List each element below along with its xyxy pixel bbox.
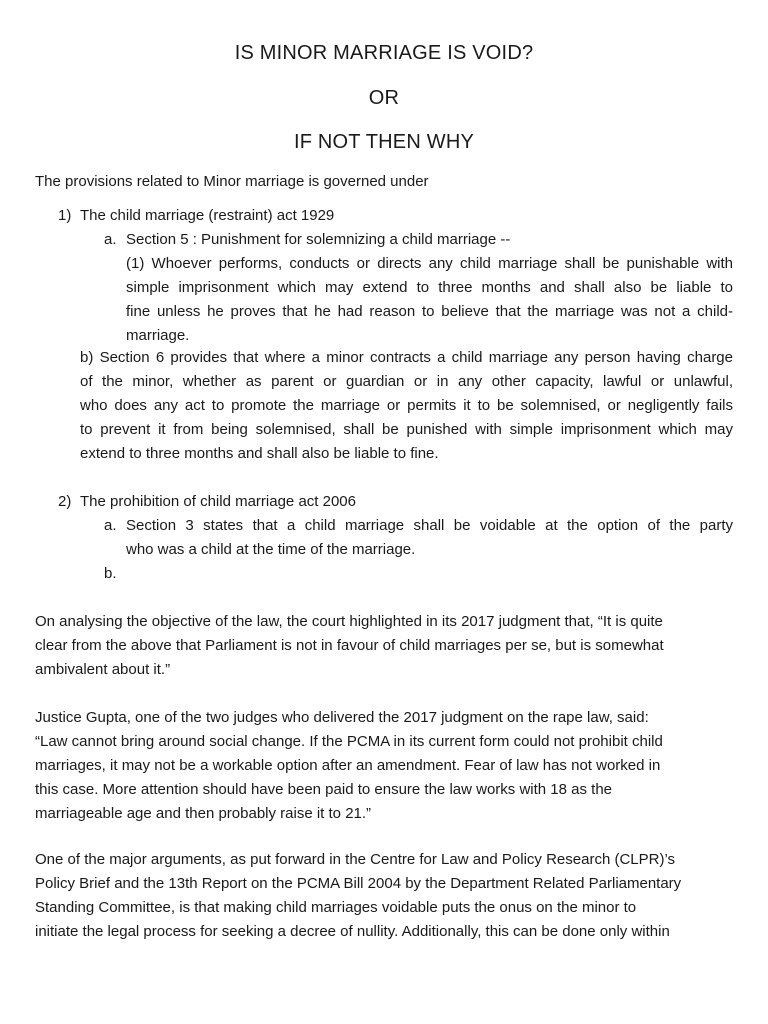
sublist-marker-2a: a. — [104, 517, 117, 534]
text-line: simple imprisonment which may extend to three months and shall also be liable to — [126, 279, 733, 296]
objective-paragraph — [35, 610, 735, 682]
text-line: ambivalent about it.” — [35, 661, 171, 678]
text-line: “Law cannot bring around social change. If the PCMA in its current form could not prohibit child — [35, 733, 663, 750]
section-3-text — [126, 514, 733, 562]
sublist-marker-1a: a. — [104, 231, 117, 248]
list-heading-1: The child marriage (restraint) act 1929 — [80, 207, 335, 224]
sublist-marker-2b: b. — [104, 565, 117, 582]
text-line: of the minor, whether as parent or guardian or in any other capacity, lawful or unlawful, — [80, 373, 733, 390]
text-line: to prevent it from being solemnised, shall be punished with simple imprisonment which may — [80, 421, 733, 438]
document-title-line-3: IF NOT THEN WHY — [293, 131, 475, 153]
text-line: extend to three months and shall also be liable to fine. — [80, 445, 439, 462]
text-line: b) Section 6 provides that where a minor contracts a child marriage any person having charge — [80, 349, 733, 366]
sublist-heading-1a: Section 5 : Punishment for solemnizing a child marriage -- — [126, 231, 511, 248]
document-title-line-1: IS MINOR MARRIAGE IS VOID? — [234, 42, 534, 64]
text-line: marriageable age and then probably raise it to 21.” — [35, 805, 372, 822]
list-number-1: 1) — [58, 207, 72, 224]
text-line: marriages, it may not be a workable option after an amendment. Fear of law has not worked in — [35, 757, 661, 774]
text-line: On analysing the objective of the law, the court highlighted in its 2017 judgment that, “It is quite — [35, 613, 663, 630]
text-line: this case. More attention should have been paid to ensure the law works with 18 as the — [35, 781, 613, 798]
text-line: clear from the above that Parliament is not in favour of child marriages per se, but is somewhat — [35, 637, 664, 654]
text-line: (1) Whoever performs, conducts or directs any child marriage shall be punishable with — [126, 255, 733, 272]
list-number-2: 2) — [58, 493, 72, 510]
text-line: fine unless he proves that he had reason to believe that the marriage was not a child- — [126, 303, 733, 320]
list-heading-2: The prohibition of child marriage act 2006 — [80, 493, 356, 510]
intro-paragraph: The provisions related to Minor marriage is governed under — [35, 173, 429, 190]
text-line: Standing Committee, is that making child marriages voidable puts the onus on the minor to — [35, 899, 637, 916]
document-title-line-2: OR — [368, 87, 400, 109]
section-6-text — [80, 346, 733, 466]
text-line: Justice Gupta, one of the two judges who delivered the 2017 judgment on the rape law, said: — [35, 709, 649, 726]
justice-gupta-paragraph — [35, 706, 735, 826]
major-arguments-paragraph — [35, 848, 735, 944]
text-line: One of the major arguments, as put forward in the Centre for Law and Policy Research (CLPR)’s — [35, 851, 676, 868]
text-line: Policy Brief and the 13th Report on the PCMA Bill 2004 by the Department Related Parliamentary — [35, 875, 682, 892]
text-line: marriage. — [126, 327, 190, 344]
text-line: initiate the legal process for seeking a decree of nullity. Additionally, this can be done only within — [35, 923, 670, 940]
text-line: who does any act to promote the marriage or permits it to be solemnised, or negligently fails — [80, 397, 733, 414]
text-line: who was a child at the time of the marriage. — [126, 541, 416, 558]
section-5-text — [126, 252, 733, 348]
text-line: Section 3 states that a child marriage shall be voidable at the option of the party — [126, 517, 733, 534]
